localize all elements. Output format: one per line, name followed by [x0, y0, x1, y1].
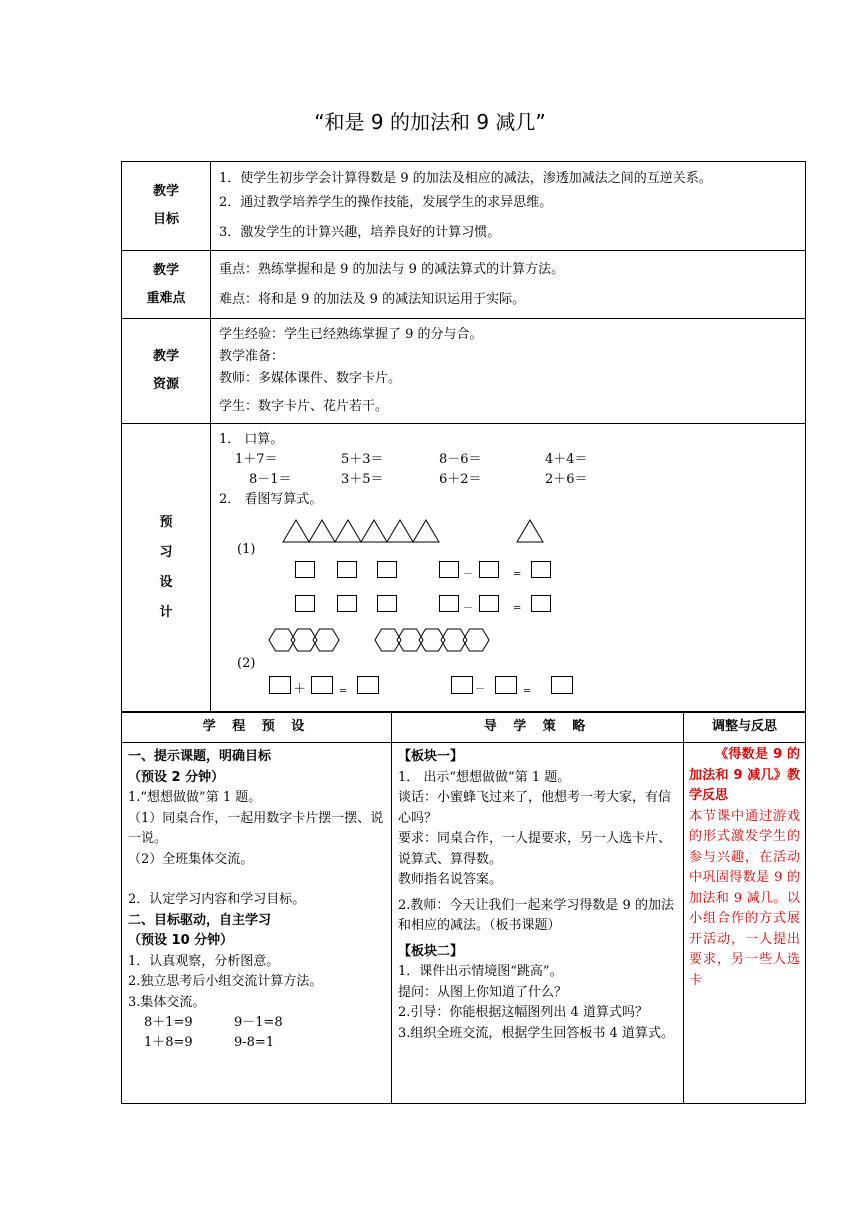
answer-box — [311, 676, 333, 694]
goals-label — [122, 162, 211, 251]
process-line: （2）全班集体交流。 — [128, 851, 254, 867]
process-line — [128, 870, 385, 890]
preview-label-1: 预 — [159, 515, 173, 530]
answer-box — [451, 676, 473, 694]
process-line: （预设 10 分钟） — [128, 933, 234, 948]
strategy-line: 【板块二】 — [398, 943, 464, 959]
triangle-shape — [309, 520, 335, 542]
goal-1: 1．使学生初步学会计算得数是 9 的加法及相应的减法，渗透加减法之间的互逆关系。 — [219, 171, 712, 186]
strategy-line: 1． 出示“想想做做”第 1 题。 — [398, 769, 571, 785]
equation: 9-8=1 — [234, 1035, 275, 1050]
resources-content — [211, 319, 806, 424]
oral-3: 8－6＝ — [439, 452, 482, 467]
answer-box — [357, 676, 379, 694]
q1-label: 1． 口算。 — [219, 432, 284, 447]
strategy-line: 【板块一】 — [398, 749, 464, 764]
header-process: 学 程 预 设 — [122, 712, 392, 743]
process-line: 2.独立思考后小组交流计算方法。 — [128, 974, 323, 989]
strategy-line: 教师指名说答案。 — [398, 872, 503, 887]
answer-box — [269, 676, 291, 694]
process-line: 二、目标驱动，自主学习 — [128, 912, 272, 928]
oral-2: 5＋3＝ — [341, 452, 384, 467]
strategy-line: 2.引导：你能根据这幅图列出 4 道算式吗？ — [398, 1005, 648, 1020]
resource-prep: 教学准备： — [219, 349, 285, 364]
part2-label: (2) — [237, 656, 256, 671]
focus-label-2: 重难点 — [146, 290, 186, 306]
resource-student: 学生：数字卡片、花片若干。 — [219, 399, 389, 414]
strategy-line: 要求：同桌合作，一人提要求，另一人选卡片、说算式、算得数。 — [398, 831, 672, 867]
resources-label-2: 资源 — [152, 377, 179, 392]
goals-label-1: 教学 — [152, 184, 179, 199]
focus-label-1: 教学 — [152, 262, 179, 278]
preview-content — [211, 424, 806, 713]
answer-box — [479, 595, 499, 612]
oral-7: 6＋2＝ — [439, 472, 482, 487]
process-column — [122, 743, 392, 1104]
process-line: 一、提示课题，明确目标 — [128, 749, 272, 764]
answer-box — [551, 676, 573, 694]
preview-label — [122, 424, 211, 713]
page-title: “和是 9 的加法和 9 减几” — [314, 110, 546, 134]
strategy-line: 谈话：小蜜蜂飞过来了，他想考一考大家，有信心吗？ — [398, 790, 672, 826]
equation-block — [128, 1013, 385, 1055]
triangle-shape — [413, 520, 439, 542]
focus-hard: 难点：将和是 9 的加法及 9 的减法知识运用于实际。 — [219, 292, 526, 307]
oral-6: 3＋5＝ — [341, 472, 384, 487]
triangle-shape — [387, 520, 413, 542]
minus-sign: － — [463, 603, 473, 614]
preview-label-3: 设 — [159, 575, 173, 590]
triangle-shape — [283, 520, 309, 542]
reflection-body: 本节课中通过游戏的形式激发学生的参与兴趣，在活动中巩固得数是 9 的加法和 9 减几。以小组合作的方式展开活动，一人提出要求，另一些人选卡 — [689, 808, 800, 988]
answer-box — [479, 561, 499, 578]
resources-label-1: 教学 — [152, 349, 179, 364]
goals-label-2: 目标 — [152, 212, 179, 227]
answer-box — [377, 595, 397, 612]
header-strategy: 导 学 策 略 — [392, 712, 684, 743]
answer-box — [531, 561, 551, 578]
plan-table-top — [121, 161, 806, 713]
resource-teacher: 教师：多媒体课件、数字卡片。 — [219, 371, 402, 386]
answer-box — [439, 561, 459, 578]
strategy-column — [392, 743, 684, 1104]
triangle-shape — [517, 520, 543, 542]
oral-4: 4＋4＝ — [545, 452, 588, 467]
preview-label-2: 习 — [159, 545, 173, 560]
answer-box — [439, 595, 459, 612]
goal-3: 3．激发学生的计算兴趣，培养良好的计算习惯。 — [219, 225, 501, 240]
process-line: 3.集体交流。 — [128, 994, 206, 1010]
answer-box — [337, 595, 357, 612]
focus-label — [122, 251, 211, 319]
answer-box — [295, 595, 315, 612]
equation: 9－1=8 — [234, 1015, 283, 1030]
goal-2: 2．通过教学培养学生的操作技能，发展学生的求异思维。 — [219, 195, 553, 210]
minus-sign: － — [475, 684, 485, 695]
triangle-shape — [335, 520, 361, 542]
reflection-title: 《得数是 9 的加法和 9 减几》教学反思 — [689, 747, 800, 803]
process-line: 1.“想想做做”第 1 题。 — [128, 790, 262, 805]
focus-content — [211, 251, 806, 319]
resources-label — [122, 319, 211, 424]
part1-label: (1) — [237, 542, 256, 557]
strategy-line: 提问：从图上你知道了什么？ — [398, 984, 568, 1000]
preview-label-4: 计 — [159, 605, 173, 620]
oral-8: 2＋6＝ — [545, 472, 588, 487]
strategy-line: 3.组织全班交流，根据学生回答板书 4 道算式。 — [398, 1025, 674, 1041]
answer-box — [377, 561, 397, 578]
minus-sign: － — [463, 569, 473, 580]
process-line: 1．认真观察，分析图意。 — [128, 953, 280, 969]
resource-experience: 学生经验：学生已经熟练掌握了 9 的分与合。 — [219, 327, 483, 342]
plus-sign: ＋ — [293, 682, 307, 697]
oral-5: 8－1＝ — [249, 472, 292, 487]
answer-box — [295, 561, 315, 578]
goals-content — [211, 162, 806, 251]
process-line: 2．认定学习内容和学习目标。 — [128, 892, 306, 907]
answer-box — [531, 595, 551, 612]
equals-sign: = — [513, 603, 522, 614]
equals-sign: = — [523, 686, 532, 697]
process-line: （1）同桌合作，一起用数字卡片摆一摆、说一说。 — [128, 810, 384, 846]
process-line: （预设 2 分钟） — [128, 769, 225, 785]
strategy-line: 1．课件出示情境图“跳高”。 — [398, 964, 563, 979]
answer-box — [495, 676, 517, 694]
equation: 8＋1=9 — [144, 1015, 193, 1030]
focus-key: 重点：熟练掌握和是 9 的加法与 9 的减法算式的计算方法。 — [219, 262, 565, 277]
header-reflection: 调整与反思 — [684, 712, 806, 743]
triangle-shape — [361, 520, 387, 542]
reflection-column — [684, 743, 806, 1104]
plan-table-bottom — [121, 711, 806, 1104]
strategy-line: 2.教师：今天让我们一起来学习得数是 9 的加法和相应的减法。（板书课题） — [398, 897, 674, 933]
equals-sign: = — [513, 569, 522, 580]
answer-box — [337, 561, 357, 578]
equation: 1＋8=9 — [144, 1035, 193, 1050]
equals-sign: = — [339, 686, 348, 697]
oral-1: 1＋7＝ — [235, 452, 278, 467]
q2-label: 2． 看图写算式。 — [219, 492, 323, 507]
